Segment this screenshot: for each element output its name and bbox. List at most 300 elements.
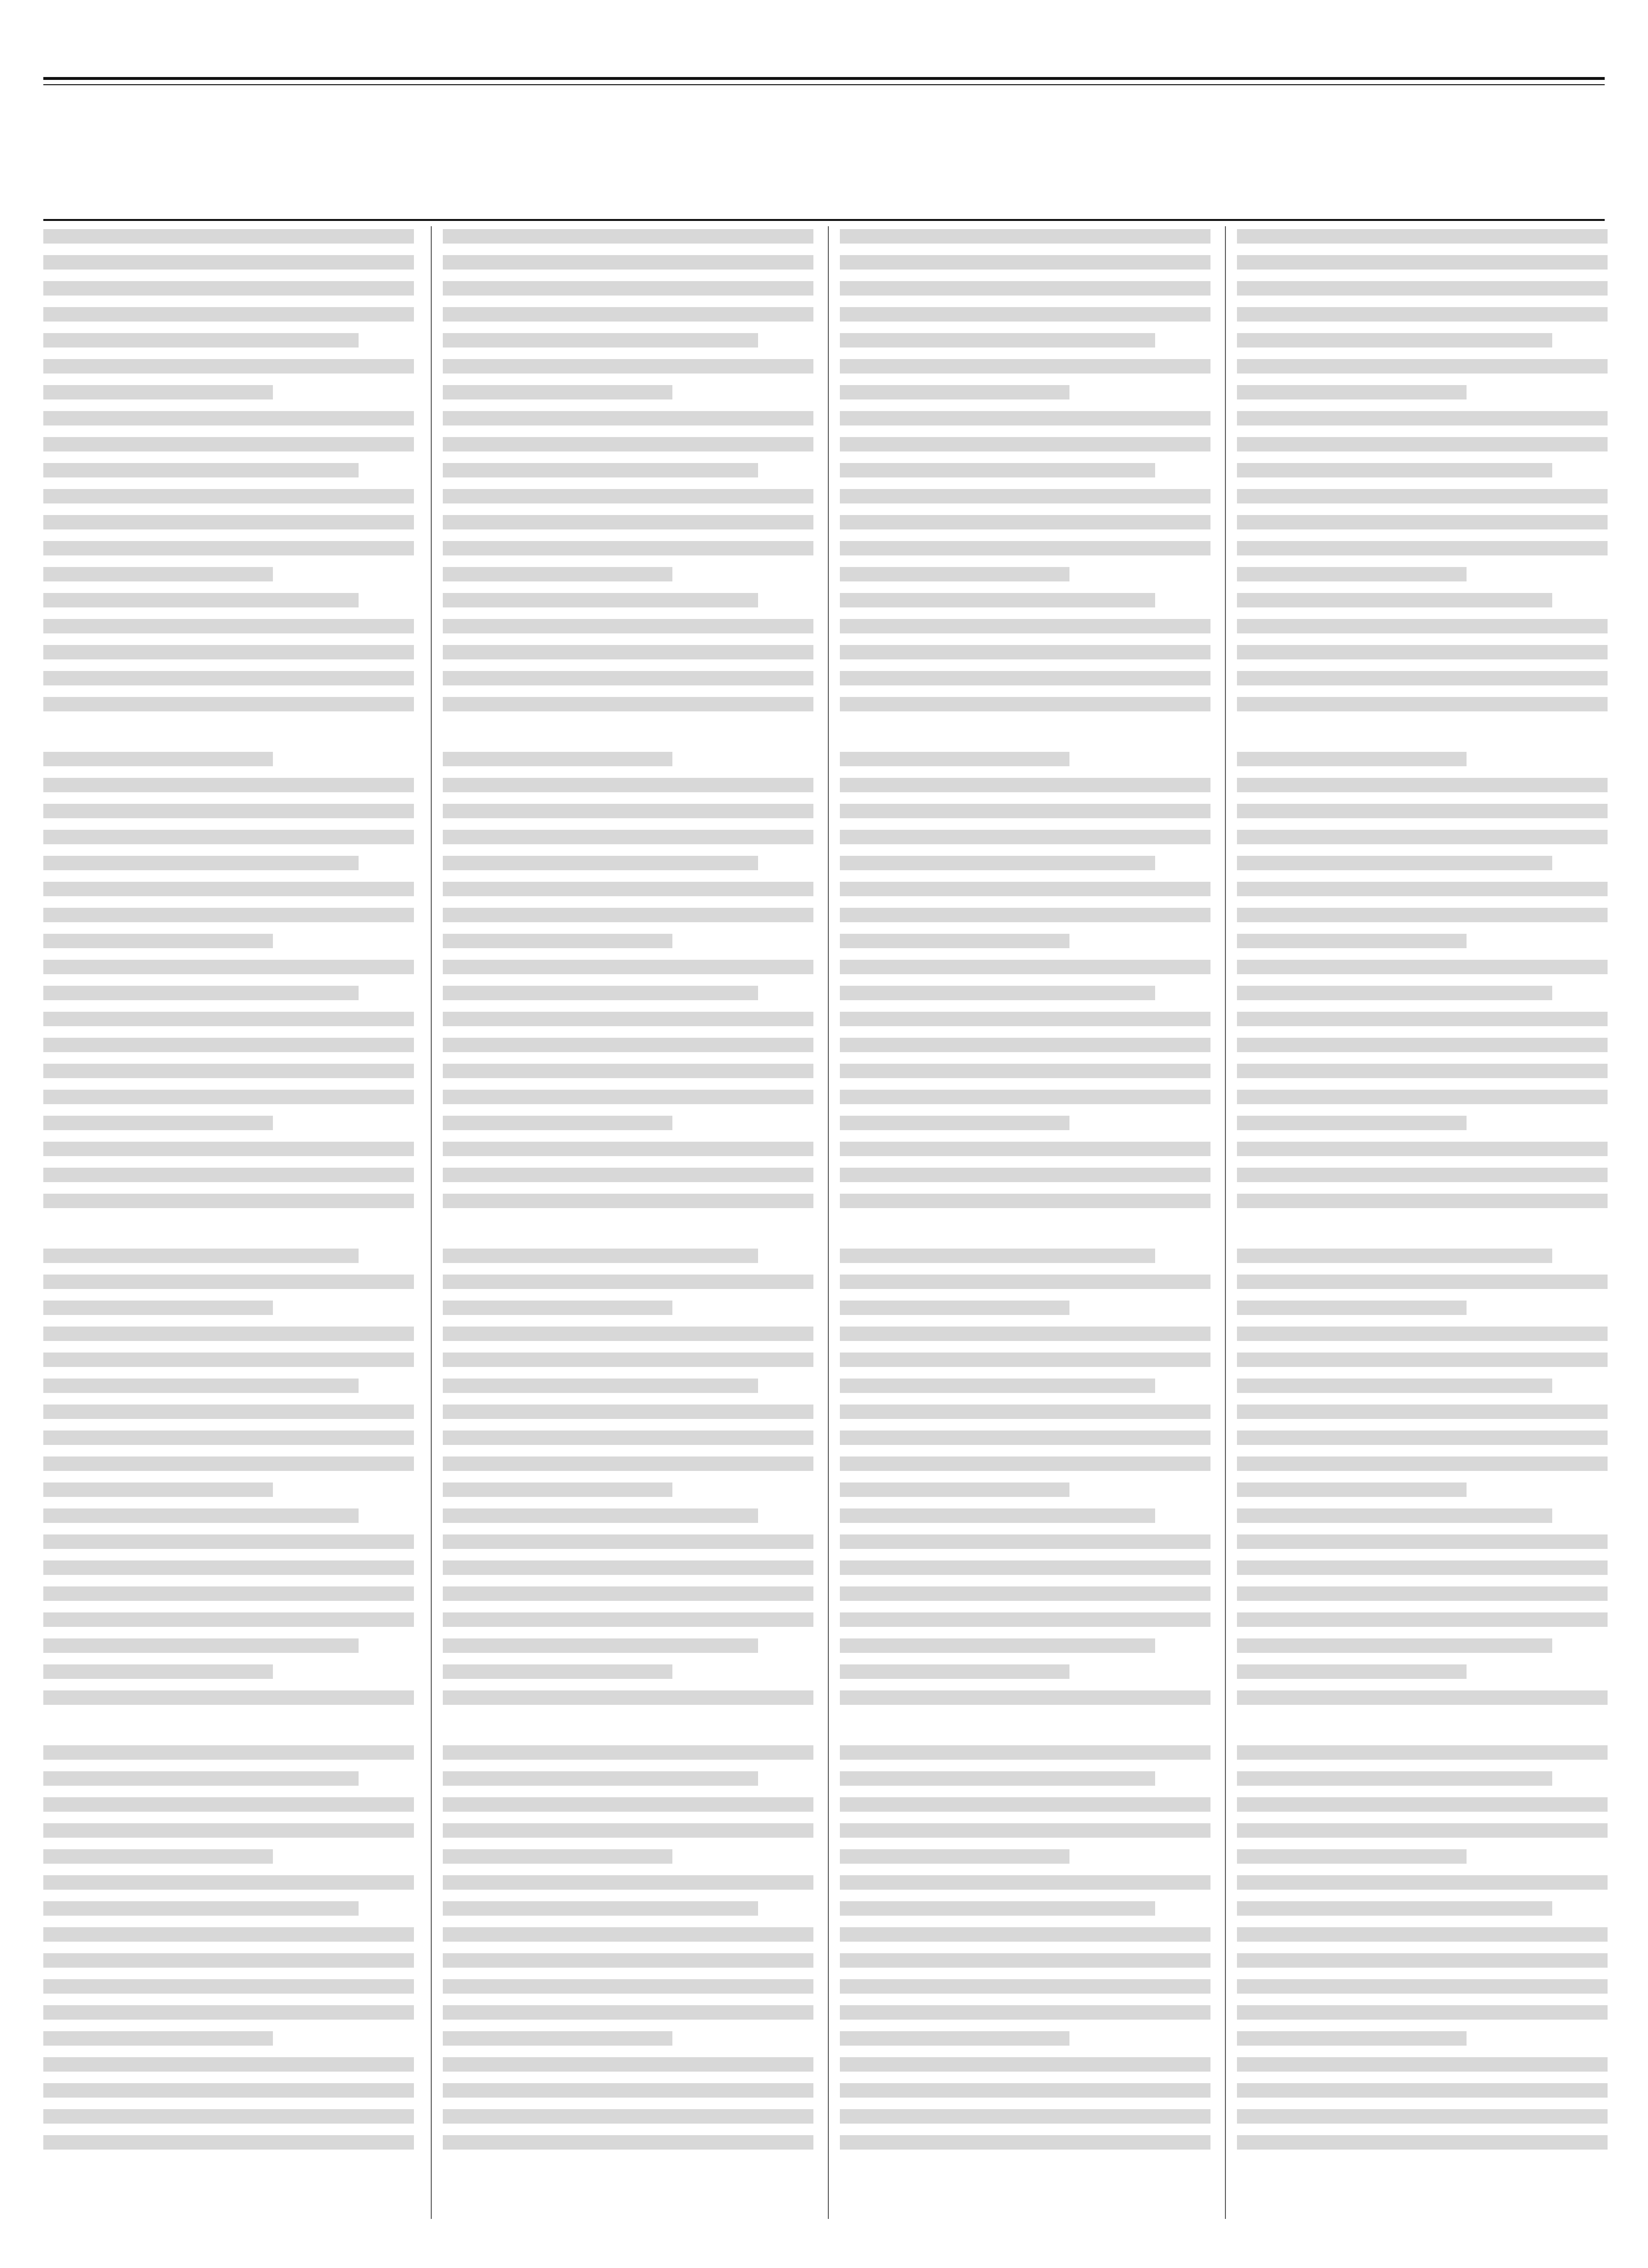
paragraph-break [43, 723, 414, 752]
text-line-placeholder [443, 1560, 813, 1575]
text-line-placeholder [443, 1771, 758, 1786]
text-line-placeholder [443, 778, 813, 792]
text-line-placeholder [43, 1664, 273, 1679]
text-line-placeholder [840, 986, 1155, 1000]
text-line-placeholder [840, 515, 1210, 529]
text-line-placeholder [43, 960, 414, 974]
column-divider [828, 226, 829, 2219]
text-line-placeholder [43, 1638, 359, 1653]
text-line-placeholder [1237, 1038, 1608, 1052]
text-line-placeholder [1237, 255, 1608, 270]
text-line-placeholder [840, 1534, 1210, 1549]
text-line-placeholder [43, 1430, 414, 1445]
text-line-placeholder [840, 463, 1155, 477]
text-line-placeholder [43, 333, 359, 348]
text-line-placeholder [443, 515, 813, 529]
text-line-placeholder [443, 1038, 813, 1052]
text-line-placeholder [443, 255, 813, 270]
text-line-placeholder [1237, 1612, 1608, 1627]
text-line-placeholder [443, 1353, 813, 1367]
text-line-placeholder [443, 671, 813, 685]
text-line-placeholder [1237, 1275, 1608, 1289]
text-line-placeholder [840, 778, 1210, 792]
text-line-placeholder [43, 830, 414, 844]
text-line-placeholder [840, 960, 1210, 974]
text-line-placeholder [840, 804, 1210, 818]
text-line-placeholder [43, 541, 414, 555]
text-line-placeholder [443, 281, 813, 296]
text-line-placeholder [43, 908, 414, 922]
text-line-placeholder [1237, 1116, 1467, 1130]
text-line-placeholder [443, 1275, 813, 1289]
text-line-placeholder [43, 1586, 414, 1601]
text-line-placeholder [840, 1275, 1210, 1289]
text-line-placeholder [1237, 986, 1552, 1000]
text-line-placeholder [43, 778, 414, 792]
text-line-placeholder [1237, 567, 1467, 581]
text-line-placeholder [1237, 856, 1552, 870]
text-line-placeholder [1237, 307, 1608, 322]
text-line-placeholder [443, 2109, 813, 2124]
text-line-placeholder [443, 1064, 813, 1078]
text-line-placeholder [443, 645, 813, 659]
text-line-placeholder [443, 856, 758, 870]
text-line-placeholder [43, 1875, 414, 1890]
text-line-placeholder [43, 307, 414, 322]
text-line-placeholder [443, 1953, 813, 1968]
text-line-placeholder [840, 1849, 1069, 1864]
text-line-placeholder [1237, 2005, 1608, 2020]
text-line-placeholder [443, 1379, 758, 1393]
text-line-placeholder [1237, 619, 1608, 633]
text-line-placeholder [43, 281, 414, 296]
text-line-placeholder [1237, 1979, 1608, 1994]
text-line-placeholder [43, 1456, 414, 1471]
text-line-placeholder [1237, 541, 1608, 555]
text-line-placeholder [443, 229, 813, 244]
paragraph-break [1237, 1716, 1608, 1745]
text-line-placeholder [840, 1745, 1210, 1760]
text-line-placeholder [43, 1012, 414, 1026]
text-line-placeholder [1237, 1090, 1608, 1104]
text-line-placeholder [43, 1823, 414, 1838]
text-line-placeholder [840, 1901, 1155, 1916]
paragraph-break [443, 1220, 813, 1249]
text-line-placeholder [443, 463, 758, 477]
text-line-placeholder [443, 1142, 813, 1156]
text-line-placeholder [1237, 463, 1552, 477]
text-line-placeholder [1237, 752, 1467, 766]
text-line-placeholder [43, 1534, 414, 1549]
text-line-placeholder [840, 1482, 1069, 1497]
text-line-placeholder [1237, 1430, 1608, 1445]
text-line-placeholder [1237, 1327, 1608, 1341]
text-line-placeholder [43, 1405, 414, 1419]
paragraph-break [43, 1220, 414, 1249]
text-line-placeholder [840, 1638, 1155, 1653]
text-line-placeholder [443, 1194, 813, 1208]
text-line-placeholder [443, 934, 672, 948]
text-line-placeholder [443, 2083, 813, 2098]
text-line-placeholder [43, 1064, 414, 1078]
text-line-placeholder [1237, 2083, 1608, 2098]
text-line-placeholder [443, 1430, 813, 1445]
text-line-placeholder [443, 1534, 813, 1549]
text-line-placeholder [1237, 1927, 1608, 1942]
text-line-placeholder [1237, 830, 1608, 844]
text-line-placeholder [443, 697, 813, 711]
text-line-placeholder [43, 1560, 414, 1575]
text-line-placeholder [43, 593, 359, 607]
text-line-placeholder [43, 1482, 273, 1497]
text-line-placeholder [43, 934, 273, 948]
text-line-placeholder [43, 2057, 414, 2072]
text-line-placeholder [43, 1353, 414, 1367]
text-line-placeholder [840, 697, 1210, 711]
text-line-placeholder [43, 1249, 359, 1263]
text-line-placeholder [1237, 1508, 1552, 1523]
text-line-placeholder [43, 359, 414, 374]
text-line-placeholder [840, 1979, 1210, 1994]
text-line-placeholder [840, 1430, 1210, 1445]
text-line-placeholder [43, 671, 414, 685]
text-line-placeholder [43, 1508, 359, 1523]
text-line-placeholder [43, 1194, 414, 1208]
text-line-placeholder [840, 1327, 1210, 1341]
text-line-placeholder [1237, 1012, 1608, 1026]
text-line-placeholder [1237, 1353, 1608, 1367]
text-line-placeholder [443, 1745, 813, 1760]
text-line-placeholder [840, 1612, 1210, 1627]
text-line-placeholder [840, 2005, 1210, 2020]
text-line-placeholder [43, 2005, 414, 2020]
masthead-rule-thin [43, 84, 1605, 85]
text-line-placeholder [1237, 437, 1608, 451]
masthead-rule [43, 77, 1605, 80]
text-line-placeholder [840, 645, 1210, 659]
text-line-placeholder [443, 359, 813, 374]
masthead [43, 29, 1605, 72]
text-line-placeholder [1237, 411, 1608, 425]
text-line-placeholder [1237, 1301, 1467, 1315]
text-line-placeholder [43, 752, 273, 766]
text-line-placeholder [443, 1979, 813, 1994]
text-line-placeholder [443, 830, 813, 844]
text-line-placeholder [43, 1275, 414, 1289]
text-line-placeholder [43, 1690, 414, 1705]
text-line-placeholder [43, 804, 414, 818]
text-line-placeholder [840, 1664, 1069, 1679]
text-line-placeholder [43, 1927, 414, 1942]
text-line-placeholder [1237, 1456, 1608, 1471]
text-line-placeholder [1237, 2031, 1467, 2046]
text-line-placeholder [43, 411, 414, 425]
text-line-placeholder [840, 307, 1210, 322]
text-line-placeholder [1237, 804, 1608, 818]
text-line-placeholder [1237, 1586, 1608, 1601]
text-line-placeholder [43, 1849, 273, 1864]
text-line-placeholder [840, 1038, 1210, 1052]
text-line-placeholder [840, 1168, 1210, 1182]
text-line-placeholder [443, 307, 813, 322]
text-line-placeholder [1237, 645, 1608, 659]
text-line-placeholder [840, 2109, 1210, 2124]
text-line-placeholder [43, 489, 414, 503]
text-line-placeholder [840, 437, 1210, 451]
text-line-placeholder [443, 489, 813, 503]
text-line-placeholder [1237, 1194, 1608, 1208]
text-line-placeholder [840, 1379, 1155, 1393]
text-line-placeholder [43, 437, 414, 451]
article-column-2 [443, 226, 813, 2219]
text-line-placeholder [1237, 2135, 1608, 2150]
paragraph-break [443, 723, 813, 752]
text-line-placeholder [43, 1953, 414, 1968]
text-line-placeholder [840, 1771, 1155, 1786]
text-line-placeholder [443, 1405, 813, 1419]
text-line-placeholder [1237, 1771, 1552, 1786]
text-line-placeholder [840, 229, 1210, 244]
text-line-placeholder [443, 1249, 758, 1263]
text-line-placeholder [1237, 1534, 1608, 1549]
text-line-placeholder [840, 255, 1210, 270]
text-line-placeholder [1237, 697, 1608, 711]
text-line-placeholder [840, 2031, 1069, 2046]
text-line-placeholder [43, 986, 359, 1000]
text-line-placeholder [43, 1301, 273, 1315]
text-line-placeholder [43, 1142, 414, 1156]
text-line-placeholder [840, 1456, 1210, 1471]
text-line-placeholder [43, 567, 273, 581]
text-line-placeholder [1237, 515, 1608, 529]
text-line-placeholder [840, 1927, 1210, 1942]
text-line-placeholder [443, 1482, 672, 1497]
text-line-placeholder [840, 934, 1069, 948]
text-line-placeholder [1237, 1849, 1467, 1864]
text-line-placeholder [43, 2083, 414, 2098]
text-line-placeholder [840, 1064, 1210, 1078]
text-line-placeholder [840, 1116, 1069, 1130]
paragraph-break [1237, 1220, 1608, 1249]
text-line-placeholder [1237, 1482, 1467, 1497]
text-line-placeholder [443, 411, 813, 425]
text-line-placeholder [443, 1612, 813, 1627]
text-line-placeholder [1237, 1953, 1608, 1968]
text-line-placeholder [840, 1875, 1210, 1890]
text-line-placeholder [43, 2031, 273, 2046]
paragraph-break [840, 1220, 1210, 1249]
text-line-placeholder [443, 619, 813, 633]
text-line-placeholder [443, 385, 672, 399]
text-line-placeholder [443, 1849, 672, 1864]
paragraph-break [840, 723, 1210, 752]
text-line-placeholder [443, 882, 813, 896]
paragraph-break [840, 1716, 1210, 1745]
text-line-placeholder [1237, 489, 1608, 503]
text-line-placeholder [1237, 2109, 1608, 2124]
text-line-placeholder [840, 1560, 1210, 1575]
text-line-placeholder [43, 697, 414, 711]
text-line-placeholder [443, 1327, 813, 1341]
headline-rule [43, 219, 1605, 221]
article-column-4 [1237, 226, 1608, 2219]
text-line-placeholder [443, 1901, 758, 1916]
article-column-1 [43, 226, 414, 2219]
text-line-placeholder [43, 255, 414, 270]
text-line-placeholder [1237, 1249, 1552, 1263]
text-line-placeholder [1237, 359, 1608, 374]
text-line-placeholder [443, 2135, 813, 2150]
text-line-placeholder [1237, 671, 1608, 685]
text-line-placeholder [443, 1638, 758, 1653]
text-line-placeholder [443, 1168, 813, 1182]
text-line-placeholder [840, 1353, 1210, 1367]
text-line-placeholder [443, 333, 758, 348]
text-line-placeholder [443, 1823, 813, 1838]
text-line-placeholder [840, 1012, 1210, 1026]
text-line-placeholder [43, 1901, 359, 1916]
article-headline [43, 120, 1605, 212]
text-line-placeholder [840, 359, 1210, 374]
text-line-placeholder [43, 515, 414, 529]
text-line-placeholder [1237, 908, 1608, 922]
text-line-placeholder [1237, 1901, 1552, 1916]
text-line-placeholder [840, 2135, 1210, 2150]
text-line-placeholder [1237, 1560, 1608, 1575]
text-line-placeholder [43, 1038, 414, 1052]
text-line-placeholder [443, 1927, 813, 1942]
text-line-placeholder [443, 908, 813, 922]
text-line-placeholder [43, 385, 273, 399]
text-line-placeholder [443, 1797, 813, 1812]
text-line-placeholder [840, 411, 1210, 425]
text-line-placeholder [1237, 1664, 1467, 1679]
text-line-placeholder [840, 1797, 1210, 1812]
text-line-placeholder [43, 1379, 359, 1393]
text-line-placeholder [840, 619, 1210, 633]
text-line-placeholder [443, 1116, 672, 1130]
text-line-placeholder [43, 1771, 359, 1786]
text-line-placeholder [443, 1875, 813, 1890]
text-line-placeholder [840, 830, 1210, 844]
text-line-placeholder [840, 882, 1210, 896]
text-line-placeholder [840, 1690, 1210, 1705]
text-line-placeholder [1237, 1875, 1608, 1890]
text-line-placeholder [1237, 1823, 1608, 1838]
text-line-placeholder [43, 1979, 414, 1994]
text-line-placeholder [1237, 1690, 1608, 1705]
paragraph-break [443, 1716, 813, 1745]
text-line-placeholder [840, 908, 1210, 922]
text-line-placeholder [1237, 960, 1608, 974]
text-line-placeholder [1237, 882, 1608, 896]
text-line-placeholder [443, 1586, 813, 1601]
text-line-placeholder [1237, 1168, 1608, 1182]
text-line-placeholder [443, 986, 758, 1000]
text-line-placeholder [443, 593, 758, 607]
text-line-placeholder [1237, 2057, 1608, 2072]
text-line-placeholder [840, 1249, 1155, 1263]
text-line-placeholder [43, 463, 359, 477]
text-line-placeholder [840, 333, 1155, 348]
text-line-placeholder [840, 1090, 1210, 1104]
text-line-placeholder [840, 1405, 1210, 1419]
text-line-placeholder [43, 1745, 414, 1760]
text-line-placeholder [43, 1168, 414, 1182]
text-line-placeholder [1237, 229, 1608, 244]
text-line-placeholder [443, 1456, 813, 1471]
text-line-placeholder [43, 2135, 414, 2150]
text-line-placeholder [840, 1586, 1210, 1601]
text-line-placeholder [43, 229, 414, 244]
text-line-placeholder [443, 1508, 758, 1523]
text-line-placeholder [840, 1301, 1069, 1315]
text-line-placeholder [443, 567, 672, 581]
text-line-placeholder [840, 2057, 1210, 2072]
text-line-placeholder [840, 752, 1069, 766]
text-line-placeholder [43, 1327, 414, 1341]
text-line-placeholder [1237, 1638, 1552, 1653]
text-line-placeholder [840, 593, 1155, 607]
text-line-placeholder [443, 2031, 672, 2046]
text-line-placeholder [1237, 1142, 1608, 1156]
text-line-placeholder [840, 567, 1069, 581]
column-divider [431, 226, 432, 2219]
text-line-placeholder [443, 960, 813, 974]
paragraph-break [1237, 723, 1608, 752]
text-line-placeholder [443, 437, 813, 451]
paragraph-break [43, 1716, 414, 1745]
text-line-placeholder [443, 1012, 813, 1026]
text-line-placeholder [443, 804, 813, 818]
text-line-placeholder [840, 671, 1210, 685]
text-line-placeholder [1237, 1379, 1552, 1393]
text-line-placeholder [443, 1090, 813, 1104]
article-column-3 [840, 226, 1210, 2219]
text-line-placeholder [443, 2057, 813, 2072]
text-line-placeholder [443, 752, 672, 766]
text-line-placeholder [1237, 1745, 1608, 1760]
text-line-placeholder [43, 1090, 414, 1104]
text-line-placeholder [840, 2083, 1210, 2098]
text-line-placeholder [1237, 778, 1608, 792]
text-line-placeholder [43, 856, 359, 870]
text-line-placeholder [43, 1612, 414, 1627]
text-line-placeholder [43, 619, 414, 633]
text-line-placeholder [840, 541, 1210, 555]
text-line-placeholder [840, 281, 1210, 296]
text-line-placeholder [443, 1301, 672, 1315]
text-line-placeholder [1237, 385, 1467, 399]
text-line-placeholder [840, 1142, 1210, 1156]
text-line-placeholder [43, 1797, 414, 1812]
text-line-placeholder [840, 1953, 1210, 1968]
text-line-placeholder [1237, 1064, 1608, 1078]
text-line-placeholder [840, 856, 1155, 870]
text-line-placeholder [1237, 1405, 1608, 1419]
text-line-placeholder [1237, 281, 1608, 296]
text-line-placeholder [1237, 934, 1467, 948]
text-line-placeholder [43, 882, 414, 896]
text-line-placeholder [840, 1823, 1210, 1838]
text-line-placeholder [840, 1194, 1210, 1208]
text-line-placeholder [1237, 1797, 1608, 1812]
column-divider [1225, 226, 1226, 2219]
text-line-placeholder [443, 1664, 672, 1679]
text-line-placeholder [43, 2109, 414, 2124]
text-line-placeholder [43, 1116, 273, 1130]
text-line-placeholder [1237, 593, 1552, 607]
